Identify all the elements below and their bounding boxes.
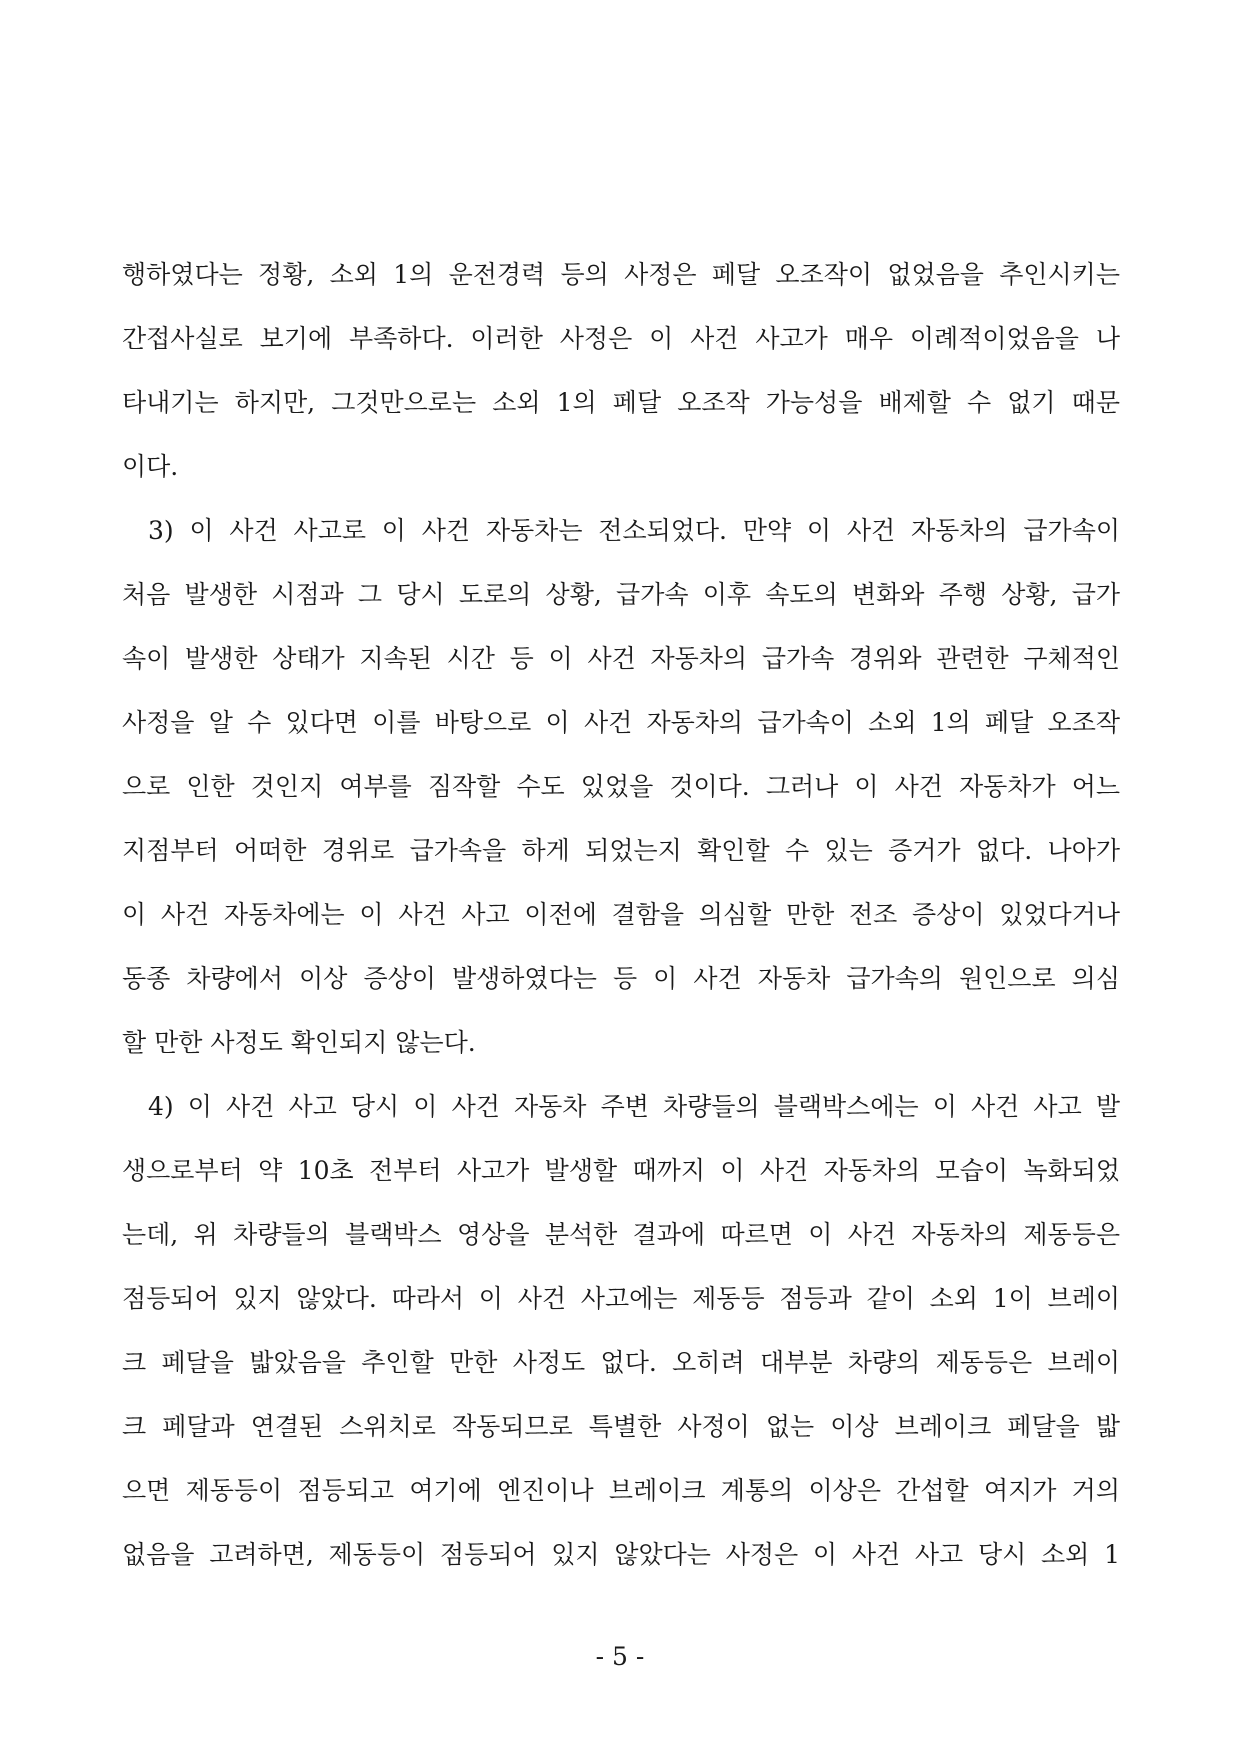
body-text-line: 없음을 고려하면, 제동등이 점등되어 있지 않았다는 사정은 이 사건 사고 당시 소외 1 bbox=[122, 1540, 1120, 1569]
body-text-line: 처음 발생한 시점과 그 당시 도로의 상황, 급가속 이후 속도의 변화와 주행 상황, 급가 bbox=[122, 580, 1120, 609]
page-number: - 5 - bbox=[595, 1642, 645, 1671]
body-text-line: 행하였다는 정황, 소외 1의 운전경력 등의 사정은 페달 오조작이 없었음을 추인시키는 bbox=[122, 260, 1120, 289]
body-text-line: 동종 차량에서 이상 증상이 발생하였다는 등 이 사건 자동차 급가속의 원인으로 의심 bbox=[122, 964, 1120, 993]
body-text-line: 타내기는 하지만, 그것만으로는 소외 1의 페달 오조작 가능성을 배제할 수 없기 때문 bbox=[122, 388, 1120, 417]
body-text-line: 으로 인한 것인지 여부를 짐작할 수도 있었을 것이다. 그러나 이 사건 자동차가 어느 bbox=[122, 772, 1120, 801]
body-text-line: 이 사건 자동차에는 이 사건 사고 이전에 결함을 의심할 만한 전조 증상이 있었다거나 bbox=[122, 900, 1120, 929]
body-text-line: 는데, 위 차량들의 블랙박스 영상을 분석한 결과에 따르면 이 사건 자동차의 제동등은 bbox=[122, 1220, 1120, 1249]
body-text-line: 으면 제동등이 점등되고 여기에 엔진이나 브레이크 계통의 이상은 간섭할 여지가 거의 bbox=[122, 1476, 1120, 1505]
body-text-line: 속이 발생한 상태가 지속된 시간 등 이 사건 자동차의 급가속 경위와 관련한 구체적인 bbox=[122, 644, 1120, 673]
body-text-line: 3) 이 사건 사고로 이 사건 자동차는 전소되었다. 만약 이 사건 자동차의 급가속이 bbox=[148, 516, 1120, 545]
body-text-line: 간접사실로 보기에 부족하다. 이러한 사정은 이 사건 사고가 매우 이례적이었음을 나 bbox=[122, 324, 1120, 353]
body-text-line: 크 페달을 밟았음을 추인할 만한 사정도 없다. 오히려 대부분 차량의 제동등은 브레이 bbox=[122, 1348, 1120, 1377]
body-text-line: 할 만한 사정도 확인되지 않는다. bbox=[122, 1028, 476, 1057]
body-text-line: 이다. bbox=[122, 452, 179, 481]
body-text-line: 지점부터 어떠한 경위로 급가속을 하게 되었는지 확인할 수 있는 증거가 없다. 나아가 bbox=[122, 836, 1120, 865]
body-text-line: 점등되어 있지 않았다. 따라서 이 사건 사고에는 제동등 점등과 같이 소외 1이 브레이 bbox=[122, 1284, 1120, 1313]
body-text-line: 생으로부터 약 10초 전부터 사고가 발생할 때까지 이 사건 자동차의 모습이 녹화되었 bbox=[122, 1156, 1120, 1185]
body-text-line: 4) 이 사건 사고 당시 이 사건 자동차 주변 차량들의 블랙박스에는 이 사건 사고 발 bbox=[148, 1092, 1120, 1121]
body-text-line: 크 페달과 연결된 스위치로 작동되므로 특별한 사정이 없는 이상 브레이크 페달을 밟 bbox=[122, 1412, 1120, 1441]
body-text-line: 사정을 알 수 있다면 이를 바탕으로 이 사건 자동차의 급가속이 소외 1의 페달 오조작 bbox=[122, 708, 1120, 737]
